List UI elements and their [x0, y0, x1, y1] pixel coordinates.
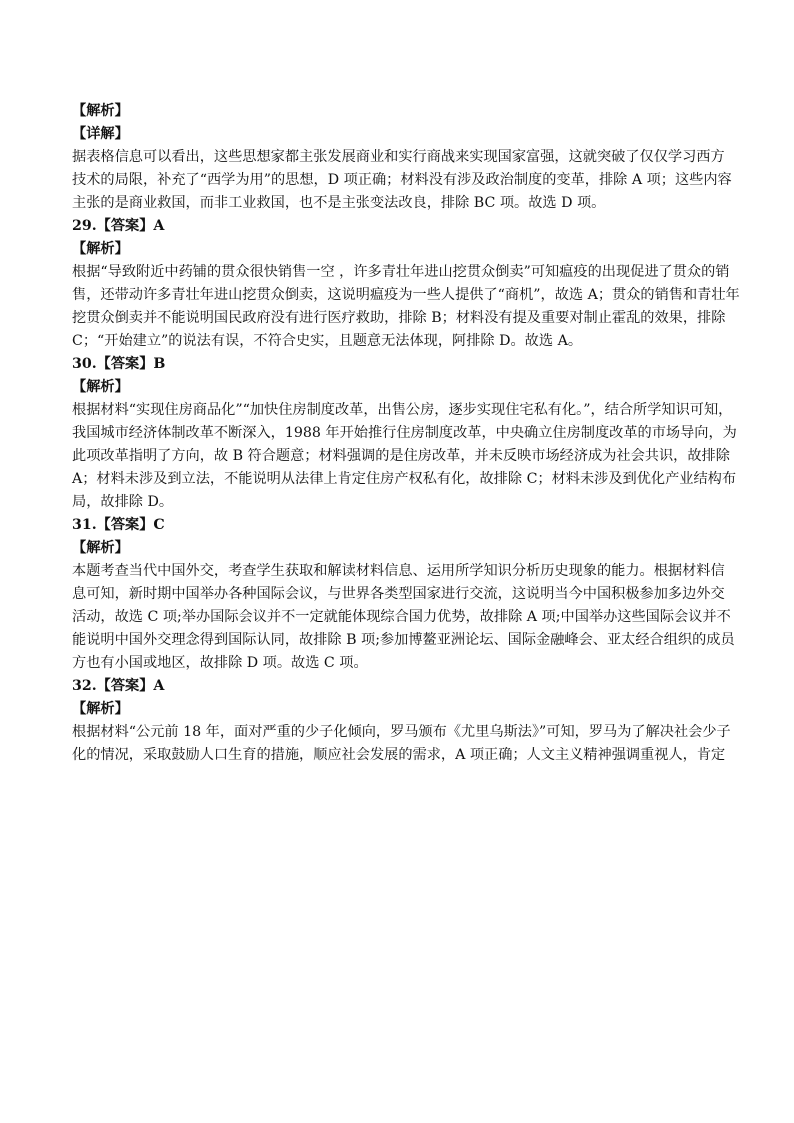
analysis-label: 【解析】 — [72, 540, 129, 556]
paragraph-line: 售，还带动许多青壮年进山挖贯众倒卖，这说明瘟疫为一些人提供了“商机”，故选 A；贯众的销售和青壮年 — [72, 287, 740, 303]
paragraph-line: 活动，故选 C 项;举办国际会议并不一定就能体现综合国力优势，故排除 A 项;中国举办这些国际会议并不 — [72, 609, 731, 625]
paragraph-line: 局，故排除 D。 — [72, 494, 174, 510]
answer-heading: 32.【答案】A — [72, 678, 165, 694]
paragraph-line: A；材料未涉及到立法，不能说明从法律上肯定住房产权私有化，故排除 C；材料未涉及到优化产业结构布 — [72, 471, 737, 487]
answer-heading: 29.【答案】A — [72, 218, 165, 234]
analysis-label: 【解析】 — [72, 379, 129, 395]
paragraph-line: C；“开始建立”的说法有误，不符合史实，且题意无法体现，阿排除 D。故选 A。 — [72, 333, 583, 349]
paragraph-line: 本题考查当代中国外交，考查学生获取和解读材料信息、运用所学知识分析历史现象的能力。根据材料信 — [72, 563, 725, 579]
paragraph-line: 能说明中国外交理念得到国际认同，故排除 B 项;参加博鳌亚洲论坛、国际金融峰会、亚太经合组织的成员 — [72, 632, 735, 648]
paragraph-line: 主张的是商业救国，而非工业救国，也不是主张变法改良，排除 BC 项。故选 D 项。 — [72, 195, 606, 211]
paragraph-line: 根据材料“实现住房商品化”“加快住房制度改革，出售公房，逐步实现住宅私有化。”，结合所学知识可知， — [72, 402, 733, 418]
document-page — [72, 100, 740, 767]
answer-heading: 31.【答案】C — [72, 517, 165, 533]
paragraph-line: 此项改革指明了方向，故 B 符合题意；材料强调的是住房改革，并未反映市场经济成为社会共识，故排除 — [72, 448, 730, 464]
analysis-label: 【解析】 — [72, 701, 129, 717]
paragraph-line: 根据“导致附近中药铺的贯众很快销售一空 ，许多青壮年进山挖贯众倒卖”可知瘟疫的出现促进了贯众的销 — [72, 264, 730, 280]
paragraph-line: 技术的局限，补充了“西学为用”的思想，D 项正确；材料没有涉及政治制度的变革，排除 A 项；这些内容 — [72, 172, 732, 188]
analysis-label: 【解析】 — [72, 103, 129, 119]
paragraph-line: 息可知，新时期中国举办各种国际会议，与世界各类型国家进行交流，这说明当今中国积极参加多边外交 — [72, 586, 725, 602]
paragraph-line: 方也有小国或地区，故排除 D 项。故选 C 项。 — [72, 655, 368, 671]
paragraph-line: 挖贯众倒卖并不能说明国民政府没有进行医疗救助，排除 B；材料没有提及重要对制止霍乱的效果，排除 — [72, 310, 726, 326]
detail-label: 【详解】 — [72, 126, 129, 142]
paragraph-line: 我国城市经济体制改革不断深入，1988 年开始推行住房制度改革，中央确立住房制度改革的市场导向，为 — [72, 425, 737, 441]
answer-heading: 30.【答案】B — [72, 356, 166, 372]
analysis-label: 【解析】 — [72, 241, 129, 257]
paragraph-line: 根据材料“公元前 18 年，面对严重的少子化倾向，罗马颁布《尤里乌斯法》”可知，罗马为了解决社会少子 — [72, 724, 731, 740]
paragraph-line: 化的情况，采取鼓励人口生育的措施，顺应社会发展的需求，A 项正确；人文主义精神强调重视人，肯定 — [72, 747, 726, 763]
paragraph-line: 据表格信息可以看出，这些思想家都主张发展商业和实行商战来实现国家富强，这就突破了仅仅学习西方 — [72, 149, 725, 165]
